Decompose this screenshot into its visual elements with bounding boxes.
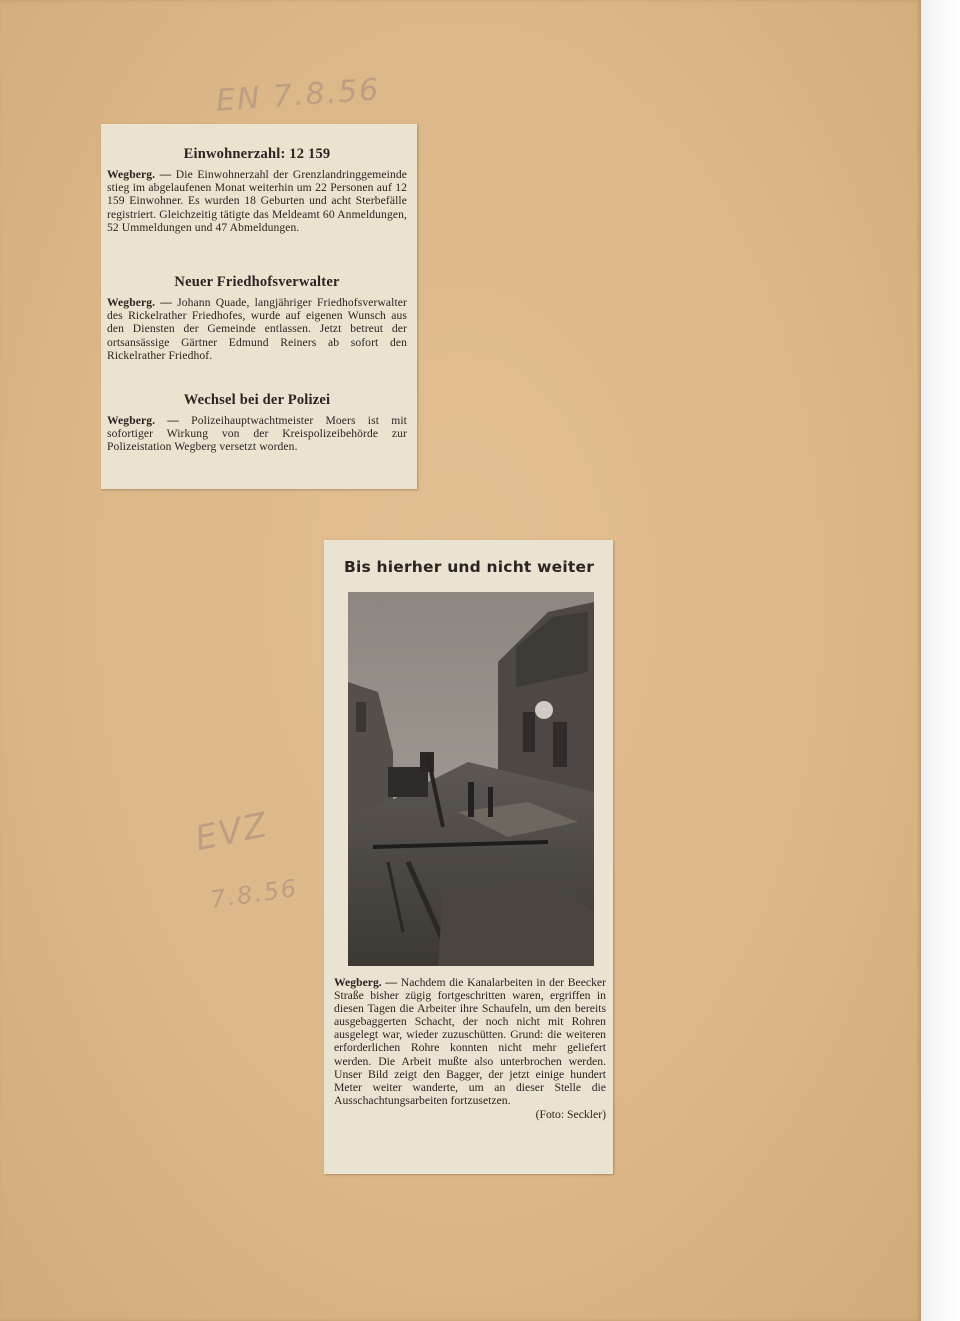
article-headline: Neuer Friedhofsverwalter (174, 274, 340, 290)
article-body (107, 168, 407, 234)
article-dateline: Wegberg. — (107, 296, 172, 309)
pencil-note-date-middle: 7.8.56 (208, 873, 300, 915)
caption-text: Nachdem die Kanalarbeiten in der Beecker Straße bisher zügig fortgeschritten waren, ergriffen in diesen Tagen die Arbeiter ihre Schaufeln, um den bereits ausgebaggerten Schacht, der noch nicht mit Rohren ausgelegt war, wieder zuzuschütten. Grund: die weiteren erforderlichen Rohre konnten nicht mehr geliefert werden. Die Arbeit mußte also unterbrochen werden. Unser Bild zeigt den Bagger, der jetzt einige hundert Meter weiter wanderte, um an dieser Stelle die Ausschachtungsarbeiten fortzusetzen. (334, 976, 606, 1107)
photo-caption (334, 976, 606, 1121)
article-text: Polizeihauptwachtmeister Moers ist mit sofortiger Wirkung von der Kreispolizeibehörde zur Polizeistation Wegberg versetzt worden. (107, 414, 407, 454)
news-clipping-photo-article (324, 540, 613, 1174)
article-text: Johann Quade, langjähriger Friedhofsverwalter des Rickelrather Friedhofes, wurde auf eigenen Wunsch aus den Diensten der Gemeinde entlassen. Jetzt betreut der ortsansässige Gärtner Edmund Reiners ab sofort den Rickelrather Friedhof. (107, 296, 408, 362)
article-polizei (107, 392, 407, 454)
article-body (107, 296, 407, 362)
photo-credit: (Foto: Seckler) (535, 1107, 606, 1121)
article-body (107, 414, 407, 454)
street-excavation-photo (348, 592, 594, 966)
photo-illustration (348, 592, 594, 966)
article-einwohnerzahl (107, 146, 407, 234)
caption-dateline: Wegberg. — (334, 976, 398, 989)
pencil-note-date-top: EN 7.8.56 (214, 72, 382, 119)
article-dateline: Wegberg. — (107, 414, 179, 427)
pencil-note-source: EVZ (191, 804, 273, 860)
article-dateline: Wegberg. — (107, 168, 172, 181)
news-clipping-local-notes (101, 124, 417, 489)
scan-margin (921, 0, 960, 1321)
article-text: Die Einwohnerzahl der Grenzlandringgemeinde stieg im abgelaufenen Monat weiterhin um 22 Personen auf 12 159 Einwohner. Es wurden 18 Geburten und acht Sterbefälle registriert. Gleichzeitig tätigte das Meldeamt 60 Anmeldungen, 52 Ummeldungen und 47 Abmeldungen. (107, 168, 407, 234)
article-headline: Wechsel bei der Polizei (183, 392, 331, 408)
photo-article-headline: Bis hierher und nicht weiter (343, 558, 595, 576)
article-friedhofsverwalter (107, 274, 407, 362)
article-headline: Einwohnerzahl: 12 159 (183, 146, 331, 162)
